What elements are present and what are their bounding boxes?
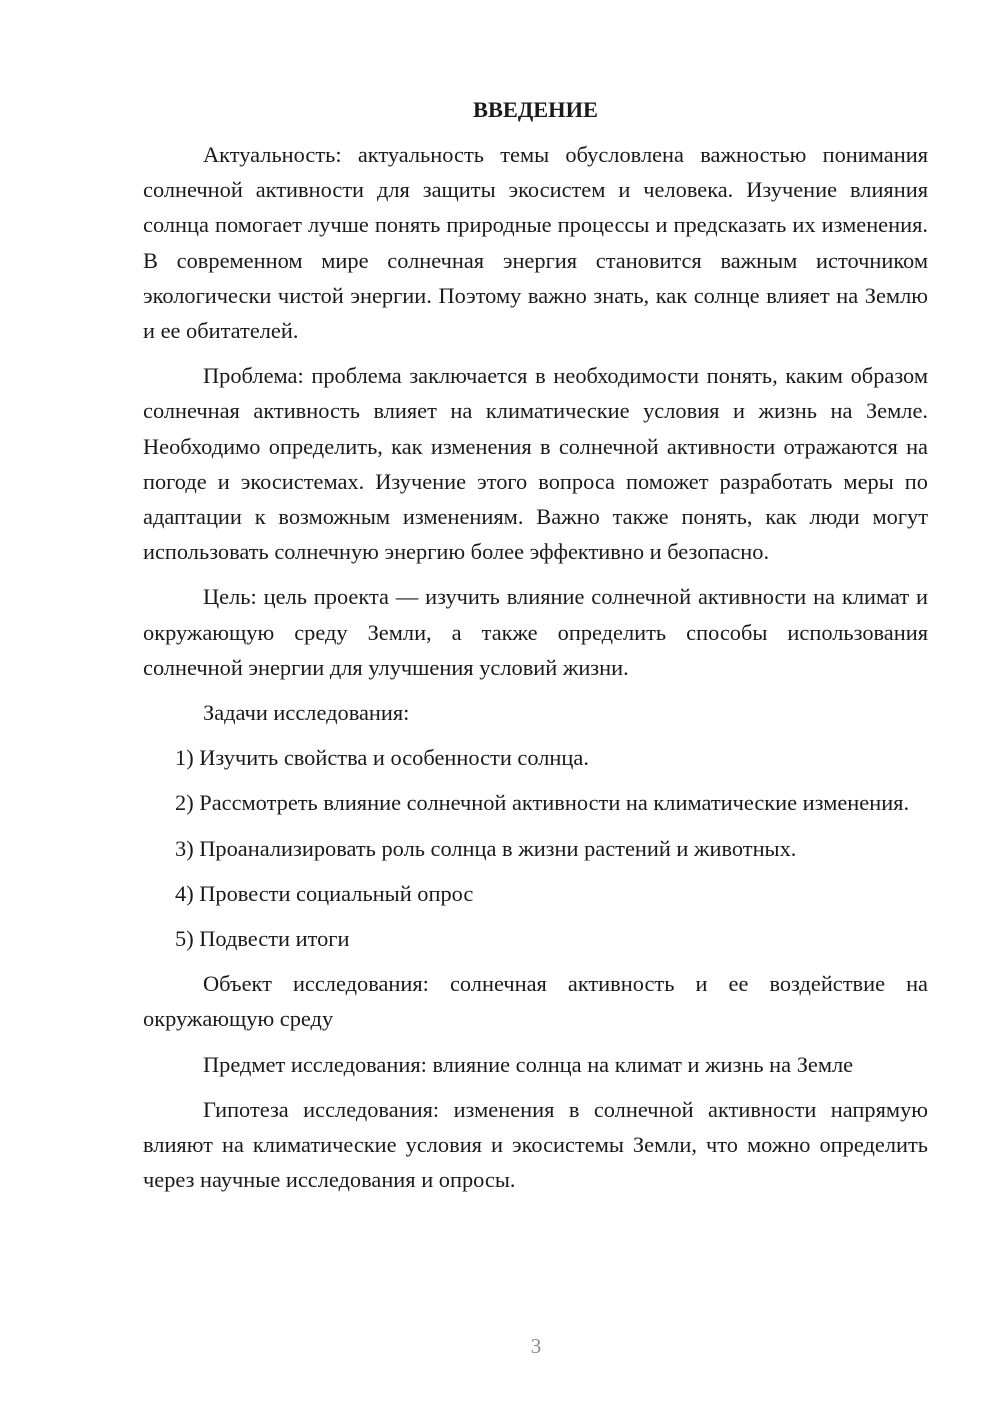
document-page bbox=[143, 92, 928, 1207]
subject-paragraph: Предмет исследования: влияние солнца на климат и жизнь на Земле bbox=[203, 1051, 854, 1077]
task-item-5: 5) Подвести итоги bbox=[175, 926, 350, 952]
tasks-heading: Задачи исследования: bbox=[203, 700, 410, 726]
goal-paragraph: Цель: цель проекта — изучить влияние солнечной активности на климат и окружающую среду Земли, а также определить способы использования солнечной энергии для улучшения условий жизни. bbox=[143, 584, 928, 680]
page-title: ВВЕДЕНИЕ bbox=[473, 97, 598, 122]
object-paragraph: Объект исследования: солнечная активность и ее воздействие на окружающую среду bbox=[143, 971, 928, 1032]
page-number: 3 bbox=[530, 1334, 542, 1358]
problem-paragraph: Проблема: проблема заключается в необходимости понять, каким образом солнечная активность влияет на климатические условия и жизнь на Земле. Необходимо определить, как изменения в солнечной активности отражаются на погоде и экосистемах. Изучение этого вопроса поможет разработать меры по адаптации к возможным изменениям. Важно также понять, как люди могут использовать солнечную энергию более эффективно и безопасно. bbox=[143, 363, 928, 565]
task-item-1: 1) Изучить свойства и особенности солнца. bbox=[175, 745, 589, 771]
task-item-3: 3) Проанализировать роль солнца в жизни растений и животных. bbox=[175, 835, 797, 861]
task-item-4: 4) Провести социальный опрос bbox=[175, 880, 474, 906]
hypothesis-paragraph: Гипотеза исследования: изменения в солнечной активности напрямую влияют на климатические условия и экосистемы Земли, что можно определить через научные исследования и опросы. bbox=[143, 1096, 928, 1193]
relevance-paragraph: Актуальность: актуальность темы обусловлена важностью понимания солнечной активности для защиты экосистем и человека. Изучение влияния солнца помогает лучше понять природные процессы и предсказать их изменения. В современном мире солнечная энергия становится важным источником экологически чистой энергии. Поэтому важно знать, как солнце влияет на Землю и ее обитателей. bbox=[143, 142, 928, 344]
task-item-2: 2) Рассмотреть влияние солнечной активности на климатические изменения. bbox=[175, 790, 910, 816]
